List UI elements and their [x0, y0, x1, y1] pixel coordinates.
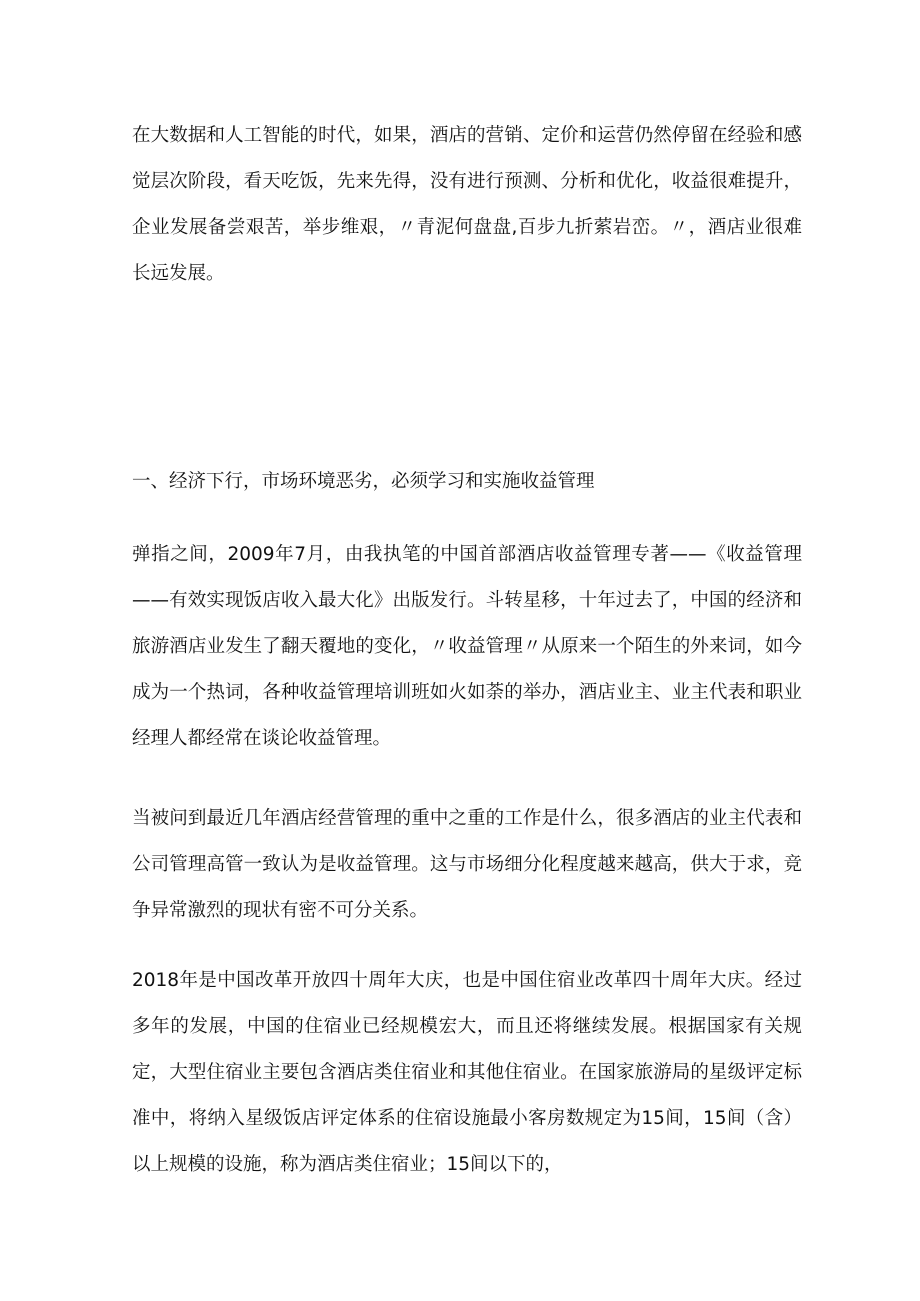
body-paragraph: 2018年是中国改革开放四十周年大庆，也是中国住宿业改革四十周年大庆。经过多年的发展，中国的住宿业已经规模宏大，而且还将继续发展。根据国家有关规定，大型住宿业主要包含酒店类住宿业和其他住宿业。在国家旅游局的星级评定标准中，将纳入星级饭店评定体系的住宿设施最小客房数规定为15间，15间（含）以上规模的设施，称为酒店类住宿业；15间以下的， — [132, 970, 802, 1175]
body-paragraph: 当被问到最近几年酒店经营管理的重中之重的工作是什么，很多酒店的业主代表和公司管理高管一致认为是收益管理。这与市场细分化程度越来越高，供大于求，竞争异常激烈的现状有密不可分关系。 — [132, 808, 802, 921]
intro-paragraph: 在大数据和人工智能的时代，如果，酒店的营销、定价和运营仍然停留在经验和感觉层次阶段，看天吃饭，先来先得，没有进行预测、分析和优化，收益很难提升，企业发展备尝艰苦，举步维艰，〃青泥何盘盘,百步九折萦岩峦。〃，酒店业很难长远发展。 — [132, 125, 802, 284]
body-paragraph: 弹指之间，2009年7月，由我执笔的中国首部酒店收益管理专著——《收益管理——有效实现饭店收入最大化》出版发行。斗转星移，十年过去了，中国的经济和旅游酒店业发生了翻天覆地的变化，〃收益管理〃从原来一个陌生的外来词，如今成为一个热词，各种收益管理培训班如火如荼的举办，酒店业主、业主代表和职业经理人都经常在谈论收益管理。 — [132, 544, 802, 749]
section-heading: 一、经济下行，市场环境恶劣，必须学习和实施收益管理 — [132, 471, 595, 492]
